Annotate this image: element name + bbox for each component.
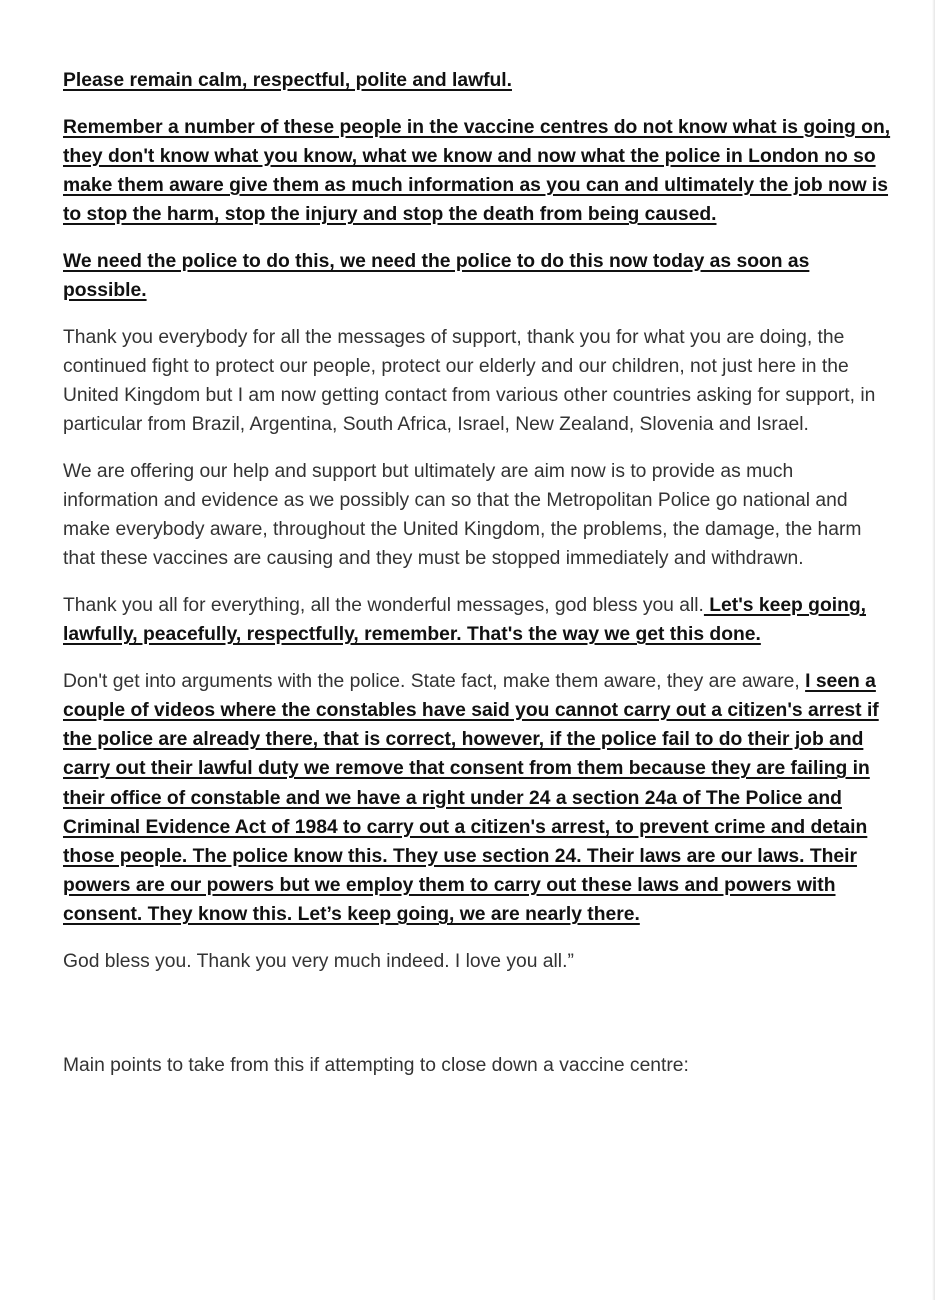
- paragraph-god-bless: God bless you. Thank you very much indeed. I love you all.”: [63, 951, 574, 973]
- arguments-emphasis: I seen a couple of videos where the constables have said you cannot carry out a citizen's arrest if the police are already there, that is correct, however, if the police fail to do their job and carry out their lawful duty we remove that consent from them because they are failing in their office of constable and we have a right under 24 a section 24a of The Police and Criminal Evidence Act of 1984 to carry out a citizen's arrest, to prevent crime and detain those people. The police know this. They use section 24. Their laws are our laws. Their powers are our powers but we employ them to carry out these laws and powers with consent. They know this. Let’s keep going, we are nearly there.: [63, 670, 879, 926]
- paragraph-arguments: [63, 667, 893, 930]
- arguments-plain: Don't get into arguments with the police. State fact, make them aware, they are aware,: [63, 670, 806, 692]
- keep-going-plain: Thank you all for everything, all the wonderful messages, god bless you all.: [63, 595, 704, 616]
- paragraph-help-support: We are offering our help and support but ultimately are aim now is to provide as much information and evidence as we possibly can so that the Metropolitan Police go national and make everybody aware, throughout the United Kingdom, the problems, the damage, the harm that these vaccines are causing and they must be stopped immediately and withdrawn.: [63, 460, 862, 570]
- paragraph-calm: Please remain calm, respectful, polite and lawful.: [63, 70, 512, 91]
- document-page: [63, 66, 893, 1097]
- paragraph-main-points: Main points to take from this if attempting to close down a vaccine centre:: [63, 1054, 689, 1076]
- spacer: [63, 994, 893, 1051]
- keep-going-emphasis: Let's keep going, lawfully, peacefully, respectfully, remember. That's the way we get this done.: [63, 595, 866, 646]
- paragraph-vaccine-centres: Remember a number of these people in the vaccine centres do not know what is going on, they don't know what you know, what we know and now what the police in London no so make them aware give them as much information as you can and ultimately the job now is to stop the harm, stop the injury and stop the death from being caused.: [63, 116, 891, 226]
- paragraph-keep-going: [63, 591, 893, 649]
- paragraph-police-now: We need the police to do this, we need the police to do this now today as soon as possible.: [63, 250, 810, 301]
- paragraph-thanks-support: Thank you everybody for all the messages of support, thank you for what you are doing, the continued fight to protect our people, protect our elderly and our children, not just here in the United Kingdom but I am now getting contact from various other countries asking for support, in particular from Brazil, Argentina, South Africa, Israel, New Zealand, Slovenia and Israel.: [63, 326, 876, 436]
